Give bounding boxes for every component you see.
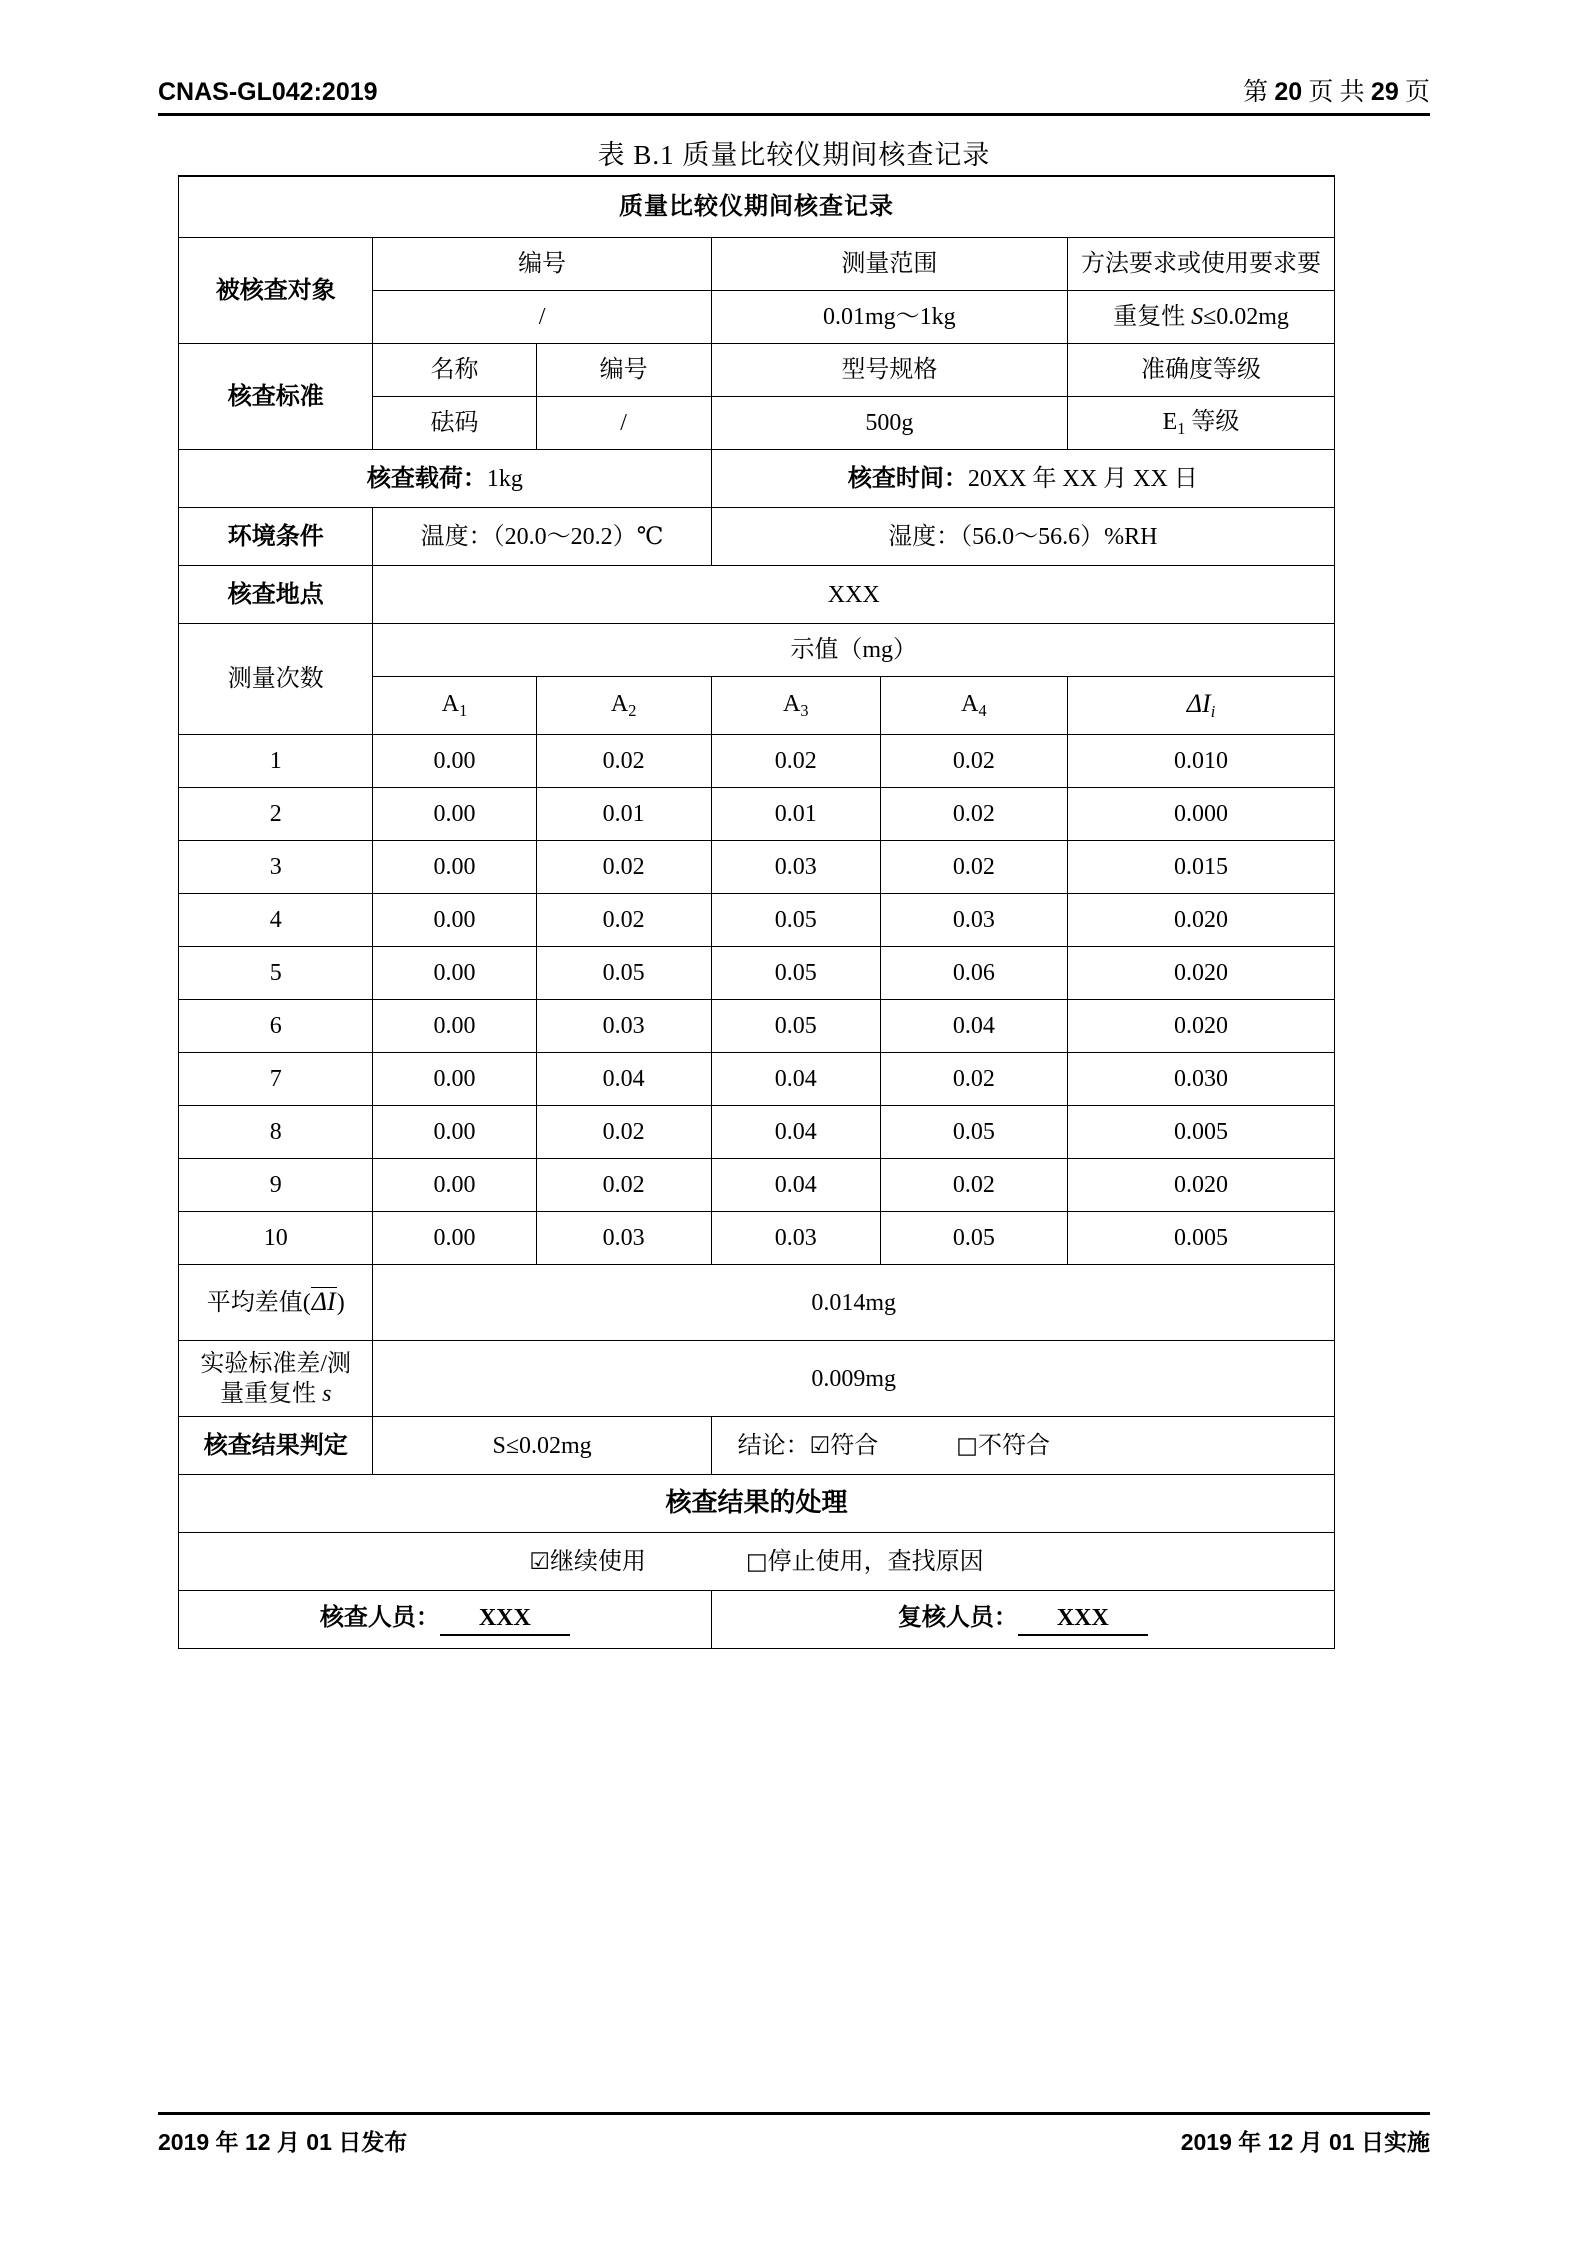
repeatability-value: 0.009mg <box>373 1341 1335 1417</box>
page-total: 29 <box>1370 78 1399 106</box>
object-label: 被核查对象 <box>179 238 373 344</box>
inspection-record-table <box>178 175 1335 1649</box>
table-row <box>179 566 1335 624</box>
measurement-value: 0.02 <box>880 735 1067 788</box>
indication-group-header: 示值（mg） <box>373 624 1335 677</box>
stop-option[interactable]: □停止使用，查找原因 <box>745 1548 984 1575</box>
measurement-index: 5 <box>179 947 373 1000</box>
measurement-index: 4 <box>179 894 373 947</box>
table-row <box>179 1341 1335 1417</box>
measurement-value: 0.05 <box>536 947 711 1000</box>
measurement-value: 0.01 <box>536 788 711 841</box>
table-row <box>179 1212 1335 1265</box>
pass-checkbox[interactable]: ☑ <box>809 1432 831 1459</box>
measurement-value: 0.00 <box>373 1000 536 1053</box>
measurement-value: 0.03 <box>536 1212 711 1265</box>
table-row <box>179 735 1335 788</box>
table-row <box>179 841 1335 894</box>
object-no-header: 编号 <box>373 238 711 291</box>
measurement-value: 0.020 <box>1068 1000 1335 1053</box>
measurement-index: 9 <box>179 1159 373 1212</box>
standard-class-header: 准确度等级 <box>1068 344 1335 397</box>
measurement-value: 0.02 <box>536 1159 711 1212</box>
judgement-label: 核查结果判定 <box>179 1417 373 1475</box>
handling-title: 核查结果的处理 <box>179 1475 1335 1533</box>
measurement-value: 0.02 <box>536 1106 711 1159</box>
measure-count-label: 测量次数 <box>179 624 373 735</box>
footer-divider <box>158 2112 1430 2115</box>
header-divider <box>158 113 1430 116</box>
mean-difference-label: 平均差值(ΔI) <box>179 1265 373 1341</box>
environment-humidity: 湿度：（56.0～56.6）%RH <box>711 508 1334 566</box>
object-range-value: 0.01mg～1kg <box>711 291 1067 344</box>
table-caption: 表 B.1 质量比较仪期间核查记录 <box>597 140 991 170</box>
measurement-rows <box>179 735 1335 1265</box>
measurement-value: 0.015 <box>1068 841 1335 894</box>
check-time: 核查时间：20XX 年 XX 月 XX 日 <box>711 450 1334 508</box>
standard-name-header: 名称 <box>373 344 536 397</box>
judgement-conclusion <box>711 1417 1334 1475</box>
judgement-criterion: S≤0.02mg <box>373 1417 711 1475</box>
stop-checkbox[interactable]: □ <box>745 1548 768 1575</box>
measurement-value: 0.005 <box>1068 1212 1335 1265</box>
object-range-header: 测量范围 <box>711 238 1067 291</box>
standard-label: 核查标准 <box>179 344 373 450</box>
measurement-value: 0.02 <box>711 735 880 788</box>
measurement-value: 0.06 <box>880 947 1067 1000</box>
measurement-value: 0.05 <box>880 1106 1067 1159</box>
measurement-value: 0.020 <box>1068 947 1335 1000</box>
column-header-a2: $A_2$ <box>536 677 711 735</box>
column-header-a4: $A_4$ <box>880 677 1067 735</box>
measurement-value: 0.04 <box>711 1053 880 1106</box>
location-value: XXX <box>373 566 1335 624</box>
measurement-value: 0.02 <box>880 841 1067 894</box>
page-total-prefix: 共 <box>1339 79 1365 106</box>
object-requirement-value: 重复性 S≤0.02mg <box>1068 291 1335 344</box>
measurement-value: 0.04 <box>536 1053 711 1106</box>
measurement-value: 0.00 <box>373 894 536 947</box>
measurement-index: 1 <box>179 735 373 788</box>
measurement-value: 0.005 <box>1068 1106 1335 1159</box>
page-header <box>158 72 1430 108</box>
handling-options <box>179 1533 1335 1591</box>
repeatability-label: 实验标准差/测 量重复性 s <box>179 1341 373 1417</box>
measurement-index: 6 <box>179 1000 373 1053</box>
table-row <box>179 1053 1335 1106</box>
table-row <box>179 344 1335 397</box>
check-load: 核查载荷：1kg <box>179 450 712 508</box>
table-row <box>179 1591 1335 1649</box>
object-no-value: / <box>373 291 711 344</box>
measurement-value: 0.030 <box>1068 1053 1335 1106</box>
environment-label: 环境条件 <box>179 508 373 566</box>
page-footer <box>158 2124 1430 2157</box>
measurement-value: 0.02 <box>880 1159 1067 1212</box>
measurement-value: 0.05 <box>711 894 880 947</box>
measurement-value: 0.00 <box>373 1159 536 1212</box>
measurement-value: 0.010 <box>1068 735 1335 788</box>
mean-difference-value: 0.014mg <box>373 1265 1335 1341</box>
table-row <box>179 1159 1335 1212</box>
table-row <box>179 1475 1335 1533</box>
measurement-index: 3 <box>179 841 373 894</box>
measurement-value: 0.03 <box>536 1000 711 1053</box>
fail-option[interactable]: □不符合 <box>956 1432 1051 1459</box>
measurement-index: 10 <box>179 1212 373 1265</box>
table-row <box>179 894 1335 947</box>
measurement-value: 0.02 <box>536 735 711 788</box>
measurement-index: 8 <box>179 1106 373 1159</box>
table-row <box>179 788 1335 841</box>
fail-checkbox[interactable]: □ <box>956 1432 979 1459</box>
measurement-value: 0.02 <box>536 894 711 947</box>
standard-no-value: / <box>536 397 711 450</box>
measurement-value: 0.020 <box>1068 1159 1335 1212</box>
table-row <box>179 176 1335 238</box>
table-row <box>179 624 1335 677</box>
measurement-value: 0.05 <box>880 1212 1067 1265</box>
measurement-value: 0.01 <box>711 788 880 841</box>
page-number <box>1243 72 1430 108</box>
standard-model-value: 500g <box>711 397 1067 450</box>
table-row <box>179 947 1335 1000</box>
issue-date: 2019 年 12 月 01 日发布 <box>158 2129 408 2155</box>
column-header-delta: $\Delta I_i$ <box>1068 677 1335 735</box>
object-requirement-header: 方法要求或使用要求要 <box>1068 238 1335 291</box>
measurement-value: 0.05 <box>711 1000 880 1053</box>
continue-option[interactable]: ☑继续使用 <box>529 1548 646 1575</box>
measurement-value: 0.00 <box>373 947 536 1000</box>
column-header-a3: $A_3$ <box>711 677 880 735</box>
measurement-value: 0.02 <box>880 1053 1067 1106</box>
page-unit-2: 页 <box>1404 79 1430 106</box>
page-prefix: 第 <box>1243 79 1269 106</box>
measurement-index: 7 <box>179 1053 373 1106</box>
inspector-name-field[interactable]: XXX <box>440 1603 570 1636</box>
page-unit: 页 <box>1308 79 1334 106</box>
measurement-value: 0.020 <box>1068 894 1335 947</box>
measurement-value: 0.00 <box>373 735 536 788</box>
inspector-signature: 核查人员： XXX <box>179 1591 712 1649</box>
table-row <box>179 450 1335 508</box>
environment-temperature: 温度：（20.0～20.2）℃ <box>373 508 711 566</box>
measurement-value: 0.03 <box>711 1212 880 1265</box>
page-current: 20 <box>1274 78 1303 106</box>
location-label: 核查地点 <box>179 566 373 624</box>
table-title: 质量比较仪期间核查记录 <box>179 176 1335 238</box>
standard-model-header: 型号规格 <box>711 344 1067 397</box>
standard-class-value: $E_1$ 等级 <box>1068 397 1335 450</box>
continue-checkbox[interactable]: ☑ <box>529 1548 550 1575</box>
effective-date: 2019 年 12 月 01 日实施 <box>1180 2129 1430 2155</box>
measurement-value: 0.02 <box>536 841 711 894</box>
standard-no-header: 编号 <box>536 344 711 397</box>
document-code: CNAS-GL042:2019 <box>158 78 378 106</box>
measurement-value: 0.04 <box>711 1159 880 1212</box>
measurement-value: 0.03 <box>711 841 880 894</box>
measurement-value: 0.00 <box>373 788 536 841</box>
table-row <box>179 1106 1335 1159</box>
record-table-container <box>178 175 1335 1649</box>
measurement-value: 0.00 <box>373 1106 536 1159</box>
conclusion-label: 结论：☑符合 <box>737 1432 879 1459</box>
measurement-value: 0.04 <box>711 1106 880 1159</box>
measurement-value: 0.05 <box>711 947 880 1000</box>
measurement-value: 0.00 <box>373 841 536 894</box>
measurement-value: 0.02 <box>880 788 1067 841</box>
measurement-value: 0.000 <box>1068 788 1335 841</box>
measurement-value: 0.04 <box>880 1000 1067 1053</box>
table-row <box>179 1000 1335 1053</box>
measurement-index: 2 <box>179 788 373 841</box>
measurement-value: 0.00 <box>373 1212 536 1265</box>
standard-name-value: 砝码 <box>373 397 536 450</box>
table-row <box>179 1265 1335 1341</box>
table-row <box>179 1417 1335 1475</box>
table-row <box>179 238 1335 291</box>
column-header-a1: $A_1$ <box>373 677 536 735</box>
reviewer-name-field[interactable]: XXX <box>1018 1603 1148 1636</box>
reviewer-signature: 复核人员： XXX <box>711 1591 1334 1649</box>
table-row <box>179 508 1335 566</box>
table-row <box>179 1533 1335 1591</box>
measurement-value: 0.03 <box>880 894 1067 947</box>
measurement-value: 0.00 <box>373 1053 536 1106</box>
